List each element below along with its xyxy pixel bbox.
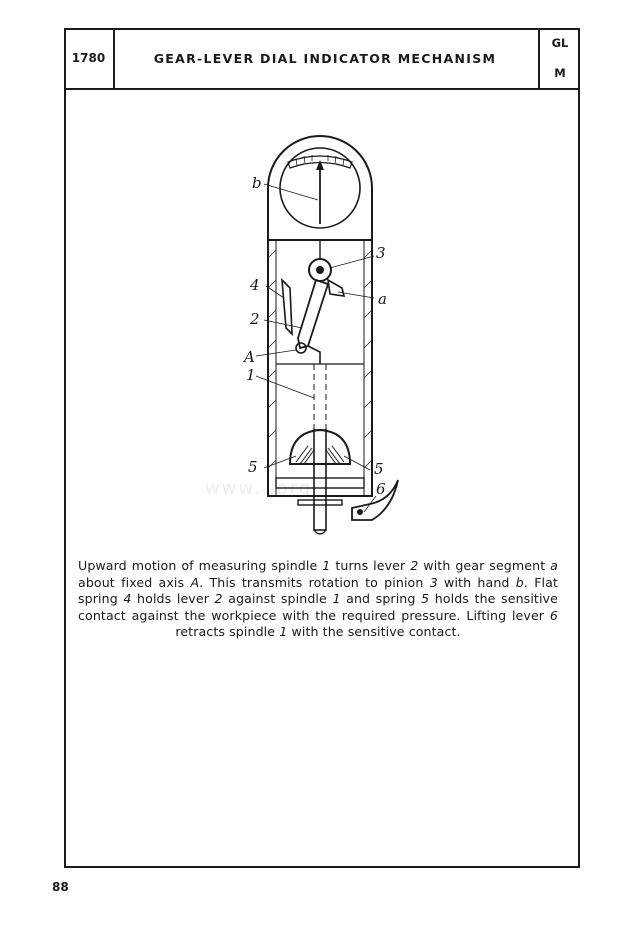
label-4: 4 bbox=[250, 276, 260, 294]
gear-segment bbox=[328, 280, 344, 296]
label-A: A bbox=[244, 348, 255, 366]
spindle bbox=[314, 430, 326, 530]
label-a: a bbox=[378, 290, 387, 308]
classification-code bbox=[538, 28, 580, 88]
label-3: 3 bbox=[376, 244, 386, 262]
label-1: 1 bbox=[246, 366, 256, 384]
label-b: b bbox=[252, 174, 262, 192]
leader-lines bbox=[256, 184, 376, 512]
page-title: GEAR-LEVER DIAL INDICATOR MECHANISM bbox=[153, 50, 497, 66]
coil-springs bbox=[296, 446, 344, 464]
hand-arrow bbox=[316, 160, 324, 170]
page-header bbox=[64, 28, 580, 90]
lever bbox=[298, 280, 328, 348]
entry-number: 1780 bbox=[64, 28, 115, 88]
mechanism-figure bbox=[220, 128, 420, 548]
label-5-left: 5 bbox=[248, 458, 258, 476]
guide-bushing bbox=[290, 430, 350, 464]
label-6: 6 bbox=[376, 480, 386, 498]
indicator-body bbox=[268, 240, 372, 496]
figure-caption: Upward motion of measuring spindle 1 turns lever 2 with gear segment a about fixed axis A. This transmits rotation to pinion 3 with hand b. Flat spring 4 holds lever 2 against spindle 1 and spring 5 holds the sensitive contact against the workpiece with the required pressure. Lifting lever 6 retracts spindle 1 with the sensitive contact. bbox=[78, 558, 558, 639]
page-number: 88 bbox=[52, 880, 69, 894]
watermark: www. .org bbox=[205, 478, 313, 499]
label-5-right: 5 bbox=[374, 460, 384, 478]
code-top: GL bbox=[551, 36, 569, 50]
label-2: 2 bbox=[250, 310, 260, 328]
code-bottom: M bbox=[554, 66, 566, 80]
